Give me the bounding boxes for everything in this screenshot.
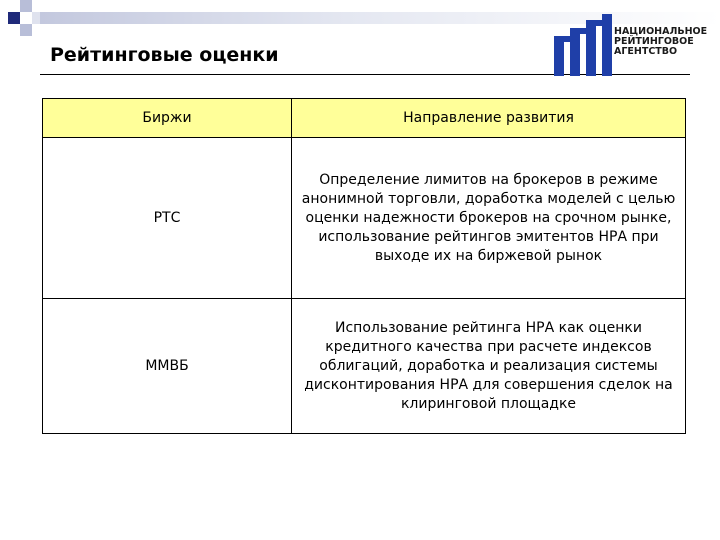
table-row bbox=[43, 138, 686, 299]
logo-text-line: АГЕНТСТВО bbox=[614, 46, 678, 57]
corner-square-light bbox=[20, 24, 32, 36]
logo-text-line: РЕЙТИНГОВОЕ bbox=[614, 36, 694, 47]
cell-direction: Определение лимитов на брокеров в режиме анонимной торговли, доработка моделей с целью оценки надежности брокеров на срочном рынке, использование рейтингов эмитентов НРА при выходе их на биржевой рынок bbox=[292, 138, 686, 299]
logo-text bbox=[614, 27, 707, 57]
table-row bbox=[43, 299, 686, 434]
corner-square-pale bbox=[32, 12, 40, 24]
corner-square-dark bbox=[8, 12, 20, 24]
header-direction: Направление развития bbox=[292, 99, 686, 138]
cell-exchange: ММВБ bbox=[43, 299, 292, 434]
table-header-row bbox=[43, 99, 686, 138]
header-exchanges: Биржи bbox=[43, 99, 292, 138]
page-title: Рейтинговые оценки bbox=[50, 44, 279, 66]
ratings-table bbox=[42, 98, 686, 434]
cell-exchange: РТС bbox=[43, 138, 292, 299]
logo-text-line: НАЦИОНАЛЬНОЕ bbox=[614, 26, 708, 37]
cell-direction: Использование рейтинга НРА как оценки кредитного качества при расчете индексов облигаций, доработка и реализация системы дисконтирования НРА для совершения сделок на клиринговой площадке bbox=[292, 299, 686, 434]
corner-square-light bbox=[20, 0, 32, 12]
